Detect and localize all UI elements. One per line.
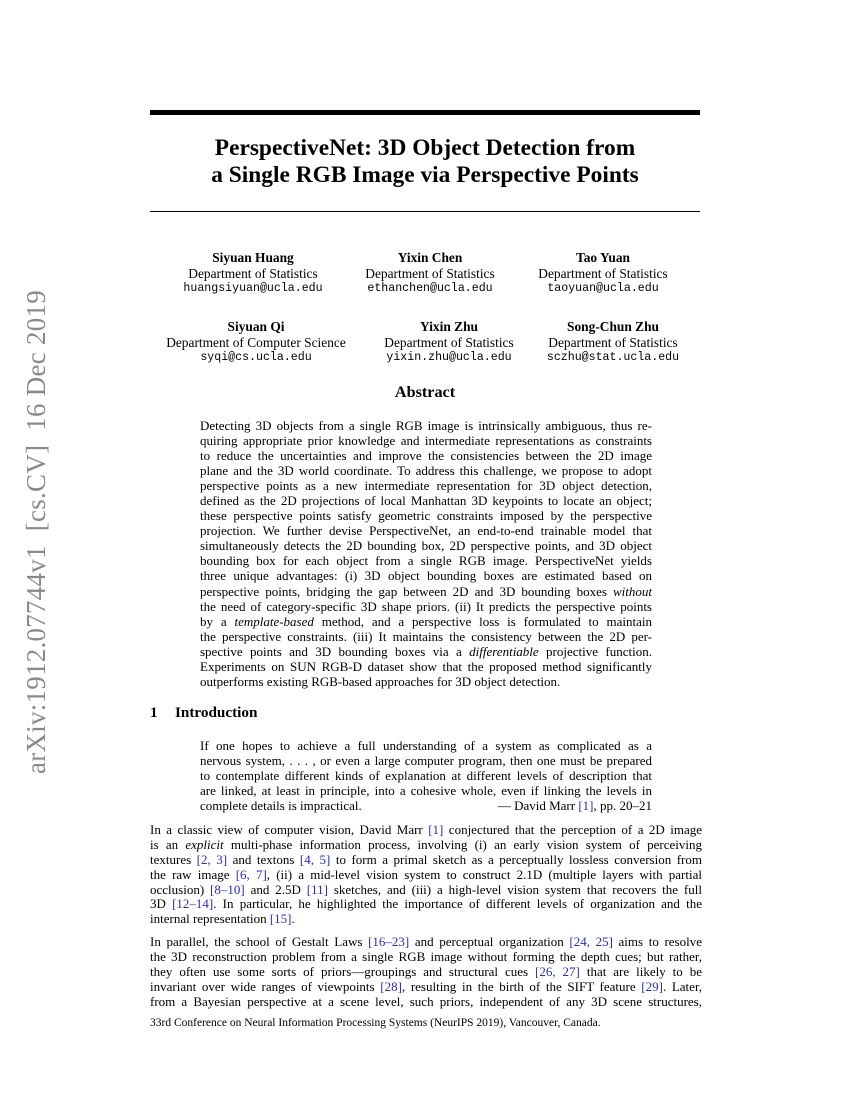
abstract-line: these perspective points satisfy geometric constraints imposed by the perspective <box>200 508 652 524</box>
body-text: . <box>291 911 295 927</box>
abstract-text: perspective points, bridging the gap between 2D and 3D bounding boxes <box>200 583 613 599</box>
author-email: huangsiyuan@ucla.edu <box>183 282 323 295</box>
citation-link[interactable]: [4, 5] <box>299 851 331 867</box>
arxiv-identifier-stamp <box>0 0 60 1100</box>
body-text: In parallel, the school of Gestalt Laws <box>150 934 369 949</box>
abstract-body <box>200 418 652 689</box>
emphasis-text: differentiable <box>469 643 539 659</box>
author-email: sczhu@stat.ucla.edu <box>546 351 680 364</box>
body-line: from a Bayesian perspective at a scene level, such priors, independent of any 3D scene structures, <box>150 993 702 1009</box>
abstract-text: spective points and 3D bounding boxes via a <box>200 643 470 659</box>
author-department: Department of Statistics <box>188 265 318 281</box>
arxiv-stamp-text: arXiv:1912.07744v1 [cs.CV] 16 Dec 2019 <box>21 288 51 774</box>
quote-line <box>200 798 652 813</box>
title-line-1: PerspectiveNet: 3D Object Detection from <box>214 135 636 161</box>
conference-footnote: 33rd Conference on Neural Information Processing Systems (NeurIPS 2019), Vancouver, Canada. <box>150 1017 601 1029</box>
epigraph-quote <box>200 738 652 813</box>
citation-link[interactable]: [26, 27] <box>535 963 580 979</box>
abstract-text: projective function. <box>538 643 652 659</box>
citation-link[interactable]: [28] <box>380 978 402 994</box>
abstract-line: perspective points as a new intermediate representation for 3D object detection, <box>200 478 652 494</box>
abstract-line: defined as the 2D projections of local Manhattan 3D keypoints to locate an object; <box>200 493 652 509</box>
body-line <box>150 838 702 853</box>
body-text: sketches, and (iii) a high-level vision system that recovers the full <box>327 881 702 897</box>
body-text: to form a primal sketch as a perceptually lossless conversion from <box>330 851 702 867</box>
author-block <box>523 319 703 366</box>
quote-line: are linked, at least in principle, into a cohesive whole, even if linking the levels in <box>200 783 652 799</box>
abstract-text: method, and a perspective loss is formulated to maintain <box>313 613 652 629</box>
author-department: Department of Statistics <box>538 265 668 281</box>
title-top-rule <box>150 110 700 115</box>
author-name: Yixin Chen <box>397 250 463 265</box>
body-text: In a classic view of computer vision, David Marr <box>150 822 429 837</box>
body-line <box>150 912 702 927</box>
body-line <box>150 935 702 950</box>
author-email: taoyuan@ucla.edu <box>547 282 659 295</box>
author-department: Department of Computer Science <box>166 334 346 350</box>
body-text: aims to resolve <box>612 934 702 949</box>
body-text: , (ii) a mid-level vision system to construct 2.1D (multiple layers with partial <box>266 866 702 882</box>
citation-link[interactable]: [15] <box>269 911 292 927</box>
abstract-line: projection. We further devise PerspectiveNet, an end-to-end trainable model that <box>200 523 652 539</box>
abstract-line: outperforms existing RGB-based approaches for 3D object detection. <box>200 673 561 689</box>
citation-link[interactable]: [6, 7] <box>235 866 267 882</box>
author-email: yixin.zhu@ucla.edu <box>386 351 512 364</box>
body-line <box>150 823 702 838</box>
abstract-line: Experiments on SUN RGB-D dataset show that the proposed method significantly <box>200 658 652 674</box>
body-text: they often use some sorts of priors—groupings and structural cues <box>150 963 536 979</box>
emphasis-text: without <box>612 583 652 599</box>
abstract-heading: Abstract <box>394 383 456 401</box>
citation-link[interactable]: [2, 3] <box>196 851 228 867</box>
quote-line: to contemplate different kinds of explanation at different levels of description that <box>200 768 652 784</box>
citation-link[interactable]: [1] <box>428 822 444 837</box>
attribution-text: — David Marr <box>497 798 579 814</box>
abstract-line: to reduce the uncertainties and improve the consistencies between the 2D image <box>200 448 652 464</box>
quote-attribution <box>498 798 652 813</box>
citation-link[interactable]: [1] <box>578 798 594 814</box>
abstract-line <box>200 614 652 629</box>
author-name: Song-Chun Zhu <box>567 319 659 334</box>
abstract-line: bounding box for each object from a single RGB image. PerspectiveNet yields <box>200 553 652 569</box>
body-text: and textons <box>227 851 300 867</box>
body-text: . In particular, he highlighted the importance of different levels of organization and the <box>213 896 702 912</box>
paper-title <box>150 135 700 189</box>
body-paragraph <box>150 823 702 927</box>
body-text: . Later, <box>662 978 702 994</box>
body-line <box>150 980 702 995</box>
abstract-line: the perspective constraints. (iii) It maintains the consistency between the 2D per- <box>200 628 652 644</box>
citation-link[interactable]: [24, 25] <box>569 934 613 949</box>
title-line-2: a Single RGB Image via Perspective Points <box>211 162 639 188</box>
body-line <box>150 965 702 980</box>
body-text: and perceptual organization <box>409 934 570 949</box>
author-block <box>158 250 348 297</box>
abstract-line: simultaneously detects the 2D bounding box, 2D perspective points, and 3D object <box>200 538 652 554</box>
body-text: internal representation <box>150 911 270 927</box>
abstract-line: Detecting 3D objects from a single RGB image is intrinsically ambiguous, thus re- <box>200 418 652 433</box>
body-text: 3D <box>150 896 173 912</box>
citation-link[interactable]: [11] <box>306 881 328 897</box>
body-text: multi-phase information process, involving (i) an early vision system of perceiving <box>223 836 702 852</box>
body-line <box>150 853 702 868</box>
body-line: the 3D reconstruction problem from a single RGB image without forming the depth cues; but rather, <box>150 948 702 964</box>
author-email: syqi@cs.ucla.edu <box>200 351 312 364</box>
section-number: 1 <box>150 704 158 721</box>
abstract-text: by a <box>200 613 235 629</box>
citation-link[interactable]: [16–23] <box>368 934 410 949</box>
author-block <box>335 250 525 297</box>
author-email: ethanchen@ucla.edu <box>367 282 493 295</box>
section-heading <box>150 704 700 722</box>
body-paragraph <box>150 935 702 1009</box>
body-text: is an <box>150 836 186 852</box>
abstract-line: three unique advantages: (i) 3D object bounding boxes are estimated based on <box>200 568 652 584</box>
emphasis-text: explicit <box>185 836 224 852</box>
body-text: the raw image <box>150 866 236 882</box>
abstract-line: the need of category-specific 3D shape priors. (ii) It predicts the perspective points <box>200 598 652 614</box>
abstract-line <box>200 644 652 659</box>
body-text: conjectured that the perception of a 2D image <box>443 822 702 837</box>
body-text: that are likely to be <box>579 963 702 979</box>
body-text: and 2.5D <box>244 881 307 897</box>
citation-link[interactable]: [8–10] <box>210 881 245 897</box>
abstract-line: quiring appropriate prior knowledge and intermediate representations as constraints <box>200 433 652 449</box>
author-block <box>508 250 698 297</box>
emphasis-text: template-based <box>234 613 314 629</box>
body-text: textures <box>150 851 197 867</box>
author-department: Department of Statistics <box>365 265 495 281</box>
abstract-line <box>200 584 652 599</box>
quote-text: complete details is impractical. <box>200 798 362 814</box>
author-name: Yixin Zhu <box>420 319 478 334</box>
author-department: Department of Statistics <box>548 334 678 350</box>
author-name: Siyuan Huang <box>212 250 294 265</box>
body-text: invariant over wide ranges of viewpoints <box>150 978 381 994</box>
quote-line: nervous system, . . . , or even a large computer program, then one must be prepared <box>200 753 652 769</box>
body-text: , resulting in the birth of the SIFT feature <box>401 978 642 994</box>
body-line <box>150 868 702 883</box>
abstract-line: plane and the 3D world coordinate. To address this challenge, we propose to adopt <box>200 463 652 479</box>
citation-link[interactable]: [29] <box>641 978 663 994</box>
quote-line: If one hopes to achieve a full understanding of a system as complicated as a <box>200 738 652 753</box>
author-department: Department of Statistics <box>384 334 514 350</box>
title-bottom-rule <box>150 211 700 212</box>
author-block <box>354 319 544 366</box>
attribution-pages: , pp. 20–21 <box>593 798 652 814</box>
author-name: Siyuan Qi <box>227 319 285 334</box>
author-block <box>166 319 346 366</box>
citation-link[interactable]: [12–14] <box>172 896 214 912</box>
author-name: Tao Yuan <box>576 250 630 265</box>
body-line <box>150 897 702 912</box>
section-title: Introduction <box>175 704 258 721</box>
body-text: occlusion) <box>150 881 211 897</box>
body-line <box>150 883 702 898</box>
